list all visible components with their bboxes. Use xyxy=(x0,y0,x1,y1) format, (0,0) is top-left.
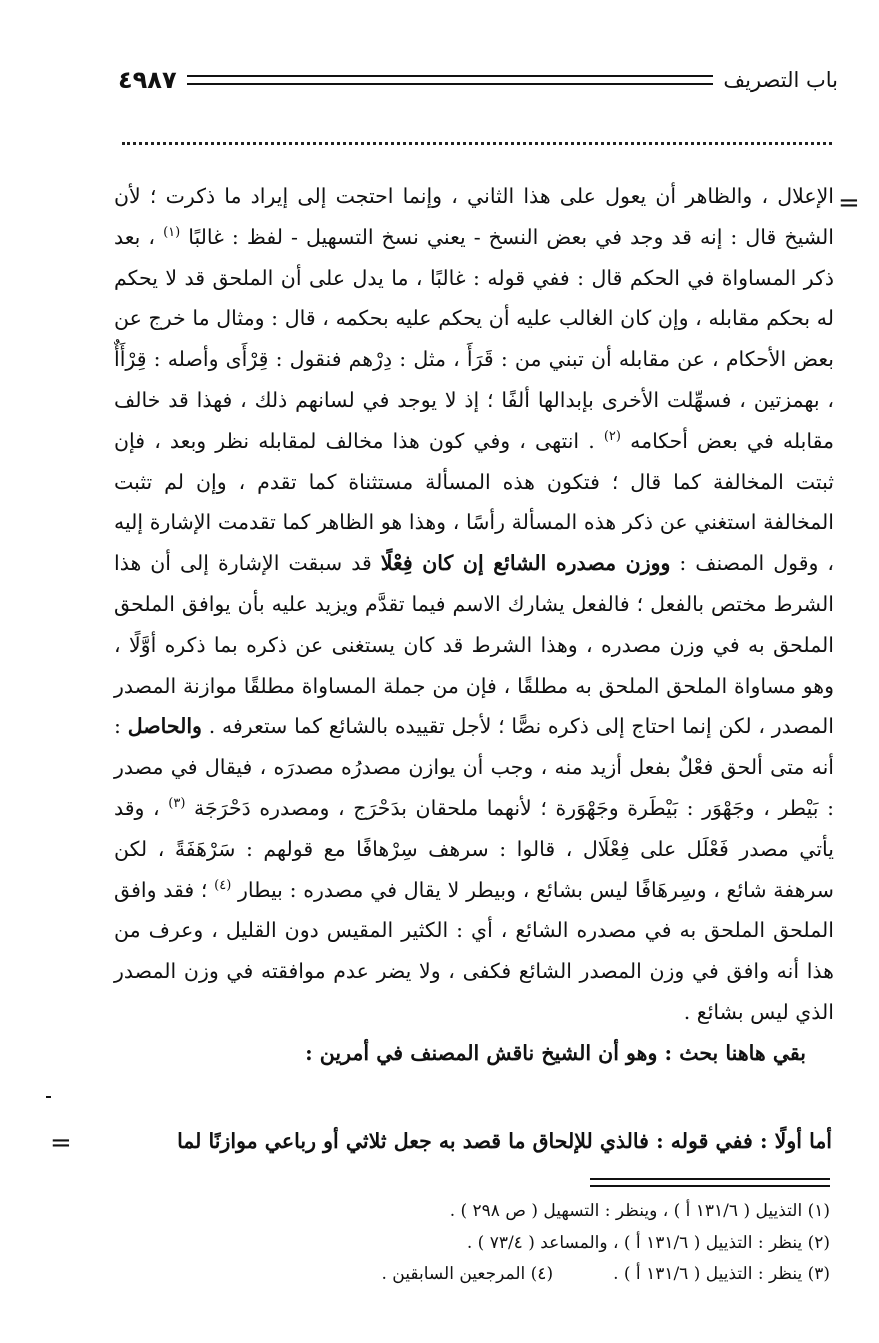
text-segment: الإعلال ، والظاهر أن يعول على هذا الثاني ، وإنما احتجت إلى إيراد ما ذكرت ؛ لأن الشيخ قال : إنه قد وجد في بعض النسخ - يعني نسخ التسهيل - لفظ : غالبًا xyxy=(114,184,834,249)
bold-line: أما أولًا : ففي قوله : فالذي للإلحاق ما قصد به جعل ثلاثي أو رباعي موازنًا لما xyxy=(177,1129,832,1153)
dotted-separator xyxy=(122,142,832,145)
text-segment: قد سبقت الإشارة إلى أن هذا الشرط مختص بالفعل ؛ فالفعل يشارك الاسم فيما تقدَّم ويزيد عليه بأن يوافق الملحق الملحق به في وزن مصدره ، وهذا الشرط قد كان يستغنى عن ذكره بما ذكره أوَّلًا ، وهو مساواة الملحق الملحق به مطلقًا ، فإن من جملة المساواة مطلقًا موازنة المصدر المصدر ، لكن إنما احتاج إلى ذكره نصًّا ؛ لأجل تقييده بالشائع كما ستعرفه . xyxy=(114,551,834,739)
margin-mark xyxy=(46,1096,51,1098)
footnotes xyxy=(240,1196,830,1291)
footnote-4: (٤) المرجعين السابقين . xyxy=(381,1264,554,1284)
footnote-3: (٣) ينظر : التذييل ( ١٣١/٦ أ ) . xyxy=(613,1264,830,1284)
footnote-ref-2: (٢) xyxy=(603,428,621,444)
text-segment: ، وقد يأتي مصدر فَعْلَل على فِعْلَال ، قالوا : سرهف سِرْهافًا مع قولهم : سَرْهَفَةً ، لكن سرهفة شائع ، وسِرهَافًا ليس بشائع ، وبيطر لا يقال في مصدره : بيطار xyxy=(114,795,834,902)
footnote-ref-1: (١) xyxy=(163,224,181,240)
header-rule xyxy=(187,75,714,85)
footnote-2: (٢) ينظر : التذييل ( ١٣١/٦ أ ) ، والمساعد ( ٧٣/٤ ) . xyxy=(466,1232,830,1253)
continuation-mark: = xyxy=(838,188,860,218)
text-segment: : أنه متى ألحق فعْلٌ بفعل أزيد منه ، وجب أن يوازن مصدرُه مصدرَه ، فيقال في مصدر : بَيْطر ، وجَهْوَر : بَيْطَرة وجَهْوَرة ؛ لأنهما ملحقان بدَحْرَج ، ومصدره دَحْرَجَة xyxy=(114,714,834,820)
footnote-1: (١) التذييل ( ١٣١/٦ أ ) ، وينظر : التسهيل ( ص ٢٩٨ ) . xyxy=(449,1201,830,1221)
bold-heading: بقي هاهنا بحث : وهو أن الشيخ ناقش المصنف في أمرين : xyxy=(305,1040,806,1065)
footnote-ref-3: (٣) xyxy=(168,796,186,812)
text-segment: ، بعد ذكر المساواة في الحكم قال : ففي قوله : غالبًا ، ما يدل على أن الملحق قد لا يحكم له بحكم مقابله ، وإن كان الغالب عليه أن يحكم عليه بحكمه ، قال : ومثال ما خرج عن بعض الأحكام ، عن مقابله أن تبني من : قَرَأَ ، مثل : دِرْهم فنقول : قِرْأَى وأصله : قِرْأَأٌ ، بهمزتين ، فسهِّلت الأخرى بإبدالها ألفًا ؛ إذ لا يوجد في لسانهم ذلك ، فهذا قد خالف مقابله في بعض أحكامه xyxy=(114,224,834,453)
text-segment: ؛ فقد وافق الملحق الملحق به في مصدره الشائع ، أي : الكثير المقيس دون القليل ، وعرف من هذا أنه وافق في وزن المصدر الشائع فكفى ، ولا يضر عدم موافقته في وزن المصدر الذي ليس بشائع . xyxy=(114,877,834,1024)
paragraph-1 xyxy=(114,176,834,1033)
continuation-end-mark: = xyxy=(50,1128,72,1158)
footnote-rule xyxy=(590,1178,830,1187)
chapter-title: باب التصريف xyxy=(723,68,838,92)
bold-term: والحاصل xyxy=(127,714,202,739)
page-number: ٤٩٨٧ xyxy=(118,66,177,94)
main-text xyxy=(114,176,834,1074)
footnote-row-3 xyxy=(240,1259,830,1291)
footnote-gap xyxy=(553,1259,613,1291)
paragraph-2 xyxy=(114,1033,834,1074)
bold-quote: ووزن مصدره الشائع إن كان فِعْلًا xyxy=(380,551,671,576)
page-header xyxy=(118,58,838,102)
paragraph-3 xyxy=(116,1121,832,1161)
footnote-ref-4: (٤) xyxy=(214,877,232,893)
text-segment: . انتهى ، وفي كون هذا مخالف لمقابله نظر وبعد ، فإن ثبتت المخالفة كما قال ؛ فتكون هذه المسألة مستثناة كما تقدم ، وإن لم تثبت المخالفة استغني عن ذكر هذه المسألة رأسًا ، وهذا هو الظاهر كما تقدمت الإشارة إليه ، وقول المصنف : xyxy=(114,428,834,576)
